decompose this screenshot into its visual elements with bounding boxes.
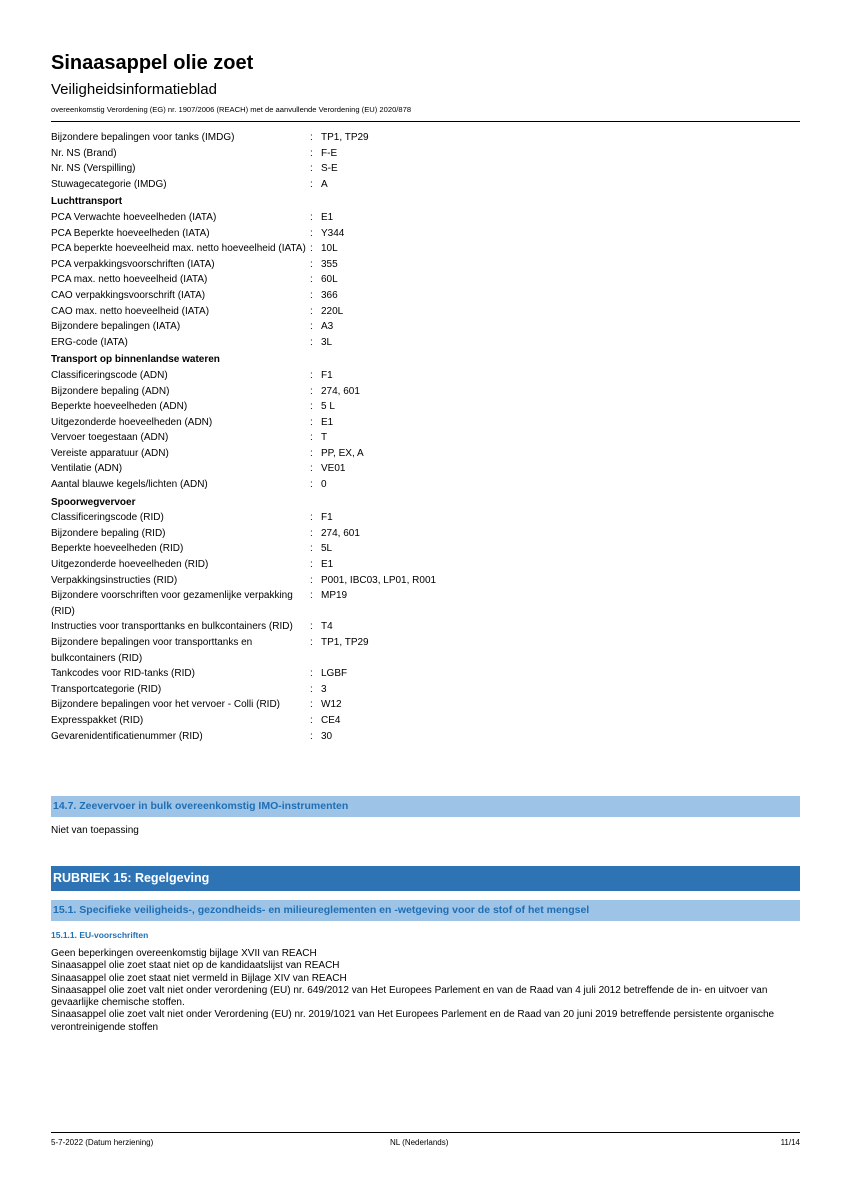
separator-colon: : <box>310 432 313 444</box>
info-value: 355 <box>321 258 338 270</box>
info-label: Classificeringscode (RID) <box>51 512 164 524</box>
info-value: A <box>321 178 328 190</box>
paragraph: Sinaasappel olie zoet valt niet onder verordening (EU) nr. 649/2012 van Het Europees Parlement en van de Raad van 4 juli 2012 betreffende de in- en uitvoer van gevaarlijke chemische stoffen. <box>51 984 768 1009</box>
info-row <box>51 177 800 193</box>
info-row <box>51 729 800 745</box>
info-label: Bijzondere bepalingen voor het vervoer - Colli (RID) <box>51 699 280 711</box>
info-row <box>51 526 800 542</box>
info-row <box>51 226 800 242</box>
info-row <box>51 399 800 415</box>
info-value: A3 <box>321 321 334 333</box>
page-number: 11/14 <box>780 1138 800 1147</box>
info-row <box>51 682 800 698</box>
info-value: 10L <box>321 243 338 255</box>
info-row <box>51 241 800 257</box>
info-value: E1 <box>321 416 334 428</box>
info-label: Transportcategorie (RID) <box>51 683 162 695</box>
info-label: PCA Verwachte hoeveelheden (IATA) <box>51 211 217 223</box>
separator-colon: : <box>310 543 313 555</box>
group-heading: Transport op binnenlandse wateren <box>51 354 220 366</box>
info-label: Beperkte hoeveelheden (ADN) <box>51 401 188 413</box>
info-value: 3L <box>321 336 333 348</box>
separator-colon: : <box>310 699 313 711</box>
info-label: CAO max. netto hoeveelheid (IATA) <box>51 305 210 317</box>
info-label: CAO verpakkingsvoorschrift (IATA) <box>51 289 206 301</box>
info-row <box>51 146 800 162</box>
info-value: S-E <box>321 163 338 175</box>
separator-colon: : <box>310 321 313 333</box>
separator-colon: : <box>310 369 313 381</box>
info-label: Expresspakket (RID) <box>51 714 144 726</box>
info-row <box>51 588 800 619</box>
info-row <box>51 541 800 557</box>
info-value: T <box>321 432 328 444</box>
info-label: Bijzondere bepaling (ADN) <box>51 385 170 397</box>
revision-date: 5-7-2022 (Datum herziening) <box>51 1138 154 1147</box>
subsection-text-14-7: Niet van toepassing <box>51 825 139 836</box>
info-value: LGBF <box>321 668 348 680</box>
separator-colon: : <box>310 512 313 524</box>
separator-colon: : <box>310 289 313 301</box>
info-row <box>51 635 800 666</box>
info-value: MP19 <box>321 590 348 602</box>
info-row <box>51 510 800 526</box>
info-value: E1 <box>321 211 334 223</box>
separator-colon: : <box>310 559 313 571</box>
info-label: PCA verpakkingsvoorschriften (IATA) <box>51 258 215 270</box>
subsection-title-15-1-1: 15.1.1. EU-voorschriften <box>51 930 149 940</box>
info-label: Uitgezonderde hoeveelheden (RID) <box>51 559 209 571</box>
info-label: Gevarenidentificatienummer (RID) <box>51 730 203 742</box>
info-value: T4 <box>321 621 333 633</box>
info-label: ERG-code (IATA) <box>51 336 128 348</box>
info-row <box>51 697 800 713</box>
info-row <box>51 430 800 446</box>
separator-colon: : <box>310 132 313 143</box>
subsection-title-14-7: 14.7. Zeevervoer in bulk overeenkomstig IMO-instrumenten <box>53 800 349 812</box>
info-row <box>51 130 800 146</box>
document-page <box>51 0 800 1200</box>
info-label: Verpakkingsinstructies (RID) <box>51 574 178 586</box>
info-label: PCA Beperkte hoeveelheden (IATA) <box>51 227 210 239</box>
info-value: F1 <box>321 512 333 524</box>
transport-info-list <box>51 130 800 744</box>
info-value: F1 <box>321 369 333 381</box>
separator-colon: : <box>310 258 313 270</box>
subsection-bar-14-7 <box>51 796 800 817</box>
separator-colon: : <box>310 668 313 680</box>
info-label: Nr. NS (Brand) <box>51 147 117 159</box>
info-value: 0 <box>321 479 327 491</box>
footer-divider <box>51 1132 800 1133</box>
separator-colon: : <box>310 416 313 428</box>
info-row <box>51 304 800 320</box>
separator-colon: : <box>310 714 313 726</box>
info-row <box>51 446 800 462</box>
separator-colon: : <box>310 336 313 348</box>
info-label: Bijzondere bepalingen voor tanks (IMDG) <box>51 132 235 143</box>
info-value: P001, IBC03, LP01, R001 <box>321 574 437 586</box>
info-label: PCA max. netto hoeveelheid (IATA) <box>51 274 208 286</box>
separator-colon: : <box>310 637 313 648</box>
separator-colon: : <box>310 227 313 239</box>
info-row <box>51 415 800 431</box>
info-label: Ventilatie (ADN) <box>51 463 123 475</box>
separator-colon: : <box>310 178 313 190</box>
info-value: TP1, TP29 <box>321 637 369 648</box>
separator-colon: : <box>310 305 313 317</box>
separator-colon: : <box>310 574 313 586</box>
info-value: CE4 <box>321 714 341 726</box>
info-row <box>51 477 800 493</box>
info-row <box>51 288 800 304</box>
separator-colon: : <box>310 401 313 413</box>
info-label: Tankcodes voor RID-tanks (RID) <box>51 668 195 680</box>
info-label: PCA beperkte hoeveelheid max. netto hoeveelheid (IATA) <box>51 243 306 255</box>
info-value: 366 <box>321 289 338 301</box>
info-row <box>51 368 800 384</box>
separator-colon: : <box>310 730 313 742</box>
info-row <box>51 573 800 589</box>
info-row <box>51 619 800 635</box>
separator-colon: : <box>310 385 313 397</box>
separator-colon: : <box>310 211 313 223</box>
info-value: E1 <box>321 559 334 571</box>
info-label: Aantal blauwe kegels/lichten (ADN) <box>51 479 208 491</box>
info-label: Bijzondere voorschriften voor gezamenlijke verpakking (RID) <box>51 590 293 617</box>
info-value: 5L <box>321 543 333 555</box>
group-heading: Spoorwegvervoer <box>51 496 136 508</box>
separator-colon: : <box>310 590 313 602</box>
info-row <box>51 666 800 682</box>
info-value: W12 <box>321 699 342 711</box>
info-value: 3 <box>321 683 327 695</box>
info-value: 274, 601 <box>321 527 360 539</box>
separator-colon: : <box>310 621 313 633</box>
info-row <box>51 319 800 335</box>
info-row <box>51 161 800 177</box>
info-row <box>51 384 800 400</box>
info-value: 60L <box>321 274 338 286</box>
info-label: Uitgezonderde hoeveelheden (ADN) <box>51 416 213 428</box>
separator-colon: : <box>310 447 313 459</box>
info-value: Y344 <box>321 227 345 239</box>
paragraph: Sinaasappel olie zoet staat niet vermeld in Bijlage XIV van REACH <box>51 972 347 984</box>
info-row <box>51 713 800 729</box>
paragraph: Sinaasappel olie zoet valt niet onder Verordening (EU) nr. 2019/1021 van Het Europees Parlement en de Raad van 20 juni 2019 betreffende persistente organische verontreinigende stoffen <box>51 1009 775 1033</box>
section-title-15: RUBRIEK 15: Regelgeving <box>53 871 210 885</box>
info-row <box>51 272 800 288</box>
info-value: F-E <box>321 147 338 159</box>
info-row <box>51 335 800 351</box>
separator-colon: : <box>310 463 313 475</box>
info-label: Vervoer toegestaan (ADN) <box>51 432 169 444</box>
document-title: Sinaasappel olie zoet <box>51 52 254 74</box>
separator-colon: : <box>310 163 313 175</box>
regulation-reference: overeenkomstig Verordening (EG) nr. 1907/2006 (REACH) met de aanvullende Verordening (EU) 2020/878 <box>51 105 412 114</box>
language-label: NL (Nederlands) <box>390 1138 449 1147</box>
separator-colon: : <box>310 527 313 539</box>
info-row <box>51 210 800 226</box>
info-row <box>51 461 800 477</box>
info-label: Nr. NS (Verspilling) <box>51 163 136 175</box>
subsection-bar-15-1 <box>51 900 800 921</box>
info-label: Vereiste apparatuur (ADN) <box>51 447 169 459</box>
document-subtitle: Veiligheidsinformatieblad <box>51 81 217 98</box>
section-bar-15 <box>51 866 800 891</box>
info-label: Classificeringscode (ADN) <box>51 369 168 381</box>
info-value: 274, 601 <box>321 385 360 397</box>
info-label: Beperkte hoeveelheden (RID) <box>51 543 184 555</box>
info-row <box>51 557 800 573</box>
paragraph: Geen beperkingen overeenkomstig bijlage XVII van REACH <box>51 948 317 959</box>
info-value: 30 <box>321 730 333 742</box>
subsection-title-15-1: 15.1. Specifieke veiligheids-, gezondheids- en milieureglementen en -wetgeving voor de stof of het mengsel <box>53 904 590 916</box>
separator-colon: : <box>310 479 313 491</box>
info-value: TP1, TP29 <box>321 132 369 143</box>
separator-colon: : <box>310 683 313 695</box>
info-label: Bijzondere bepaling (RID) <box>51 527 166 539</box>
info-label: Instructies voor transporttanks en bulkcontainers (RID) <box>51 621 293 633</box>
info-value: VE01 <box>321 463 346 475</box>
info-label: Stuwagecategorie (IMDG) <box>51 178 167 190</box>
separator-colon: : <box>310 147 313 159</box>
separator-colon: : <box>310 274 313 286</box>
info-value: PP, EX, A <box>321 447 364 459</box>
header-divider <box>51 121 800 122</box>
info-value: 220L <box>321 305 344 317</box>
info-label: Bijzondere bepalingen voor transporttanks en bulkcontainers (RID) <box>51 637 253 664</box>
eu-regulations-text <box>51 948 800 1034</box>
paragraph: Sinaasappel olie zoet staat niet op de kandidaatslijst van REACH <box>51 960 340 972</box>
group-heading: Luchttransport <box>51 196 123 208</box>
separator-colon: : <box>310 243 313 255</box>
info-value: 5 L <box>321 401 335 413</box>
info-label: Bijzondere bepalingen (IATA) <box>51 321 181 333</box>
info-row <box>51 257 800 273</box>
